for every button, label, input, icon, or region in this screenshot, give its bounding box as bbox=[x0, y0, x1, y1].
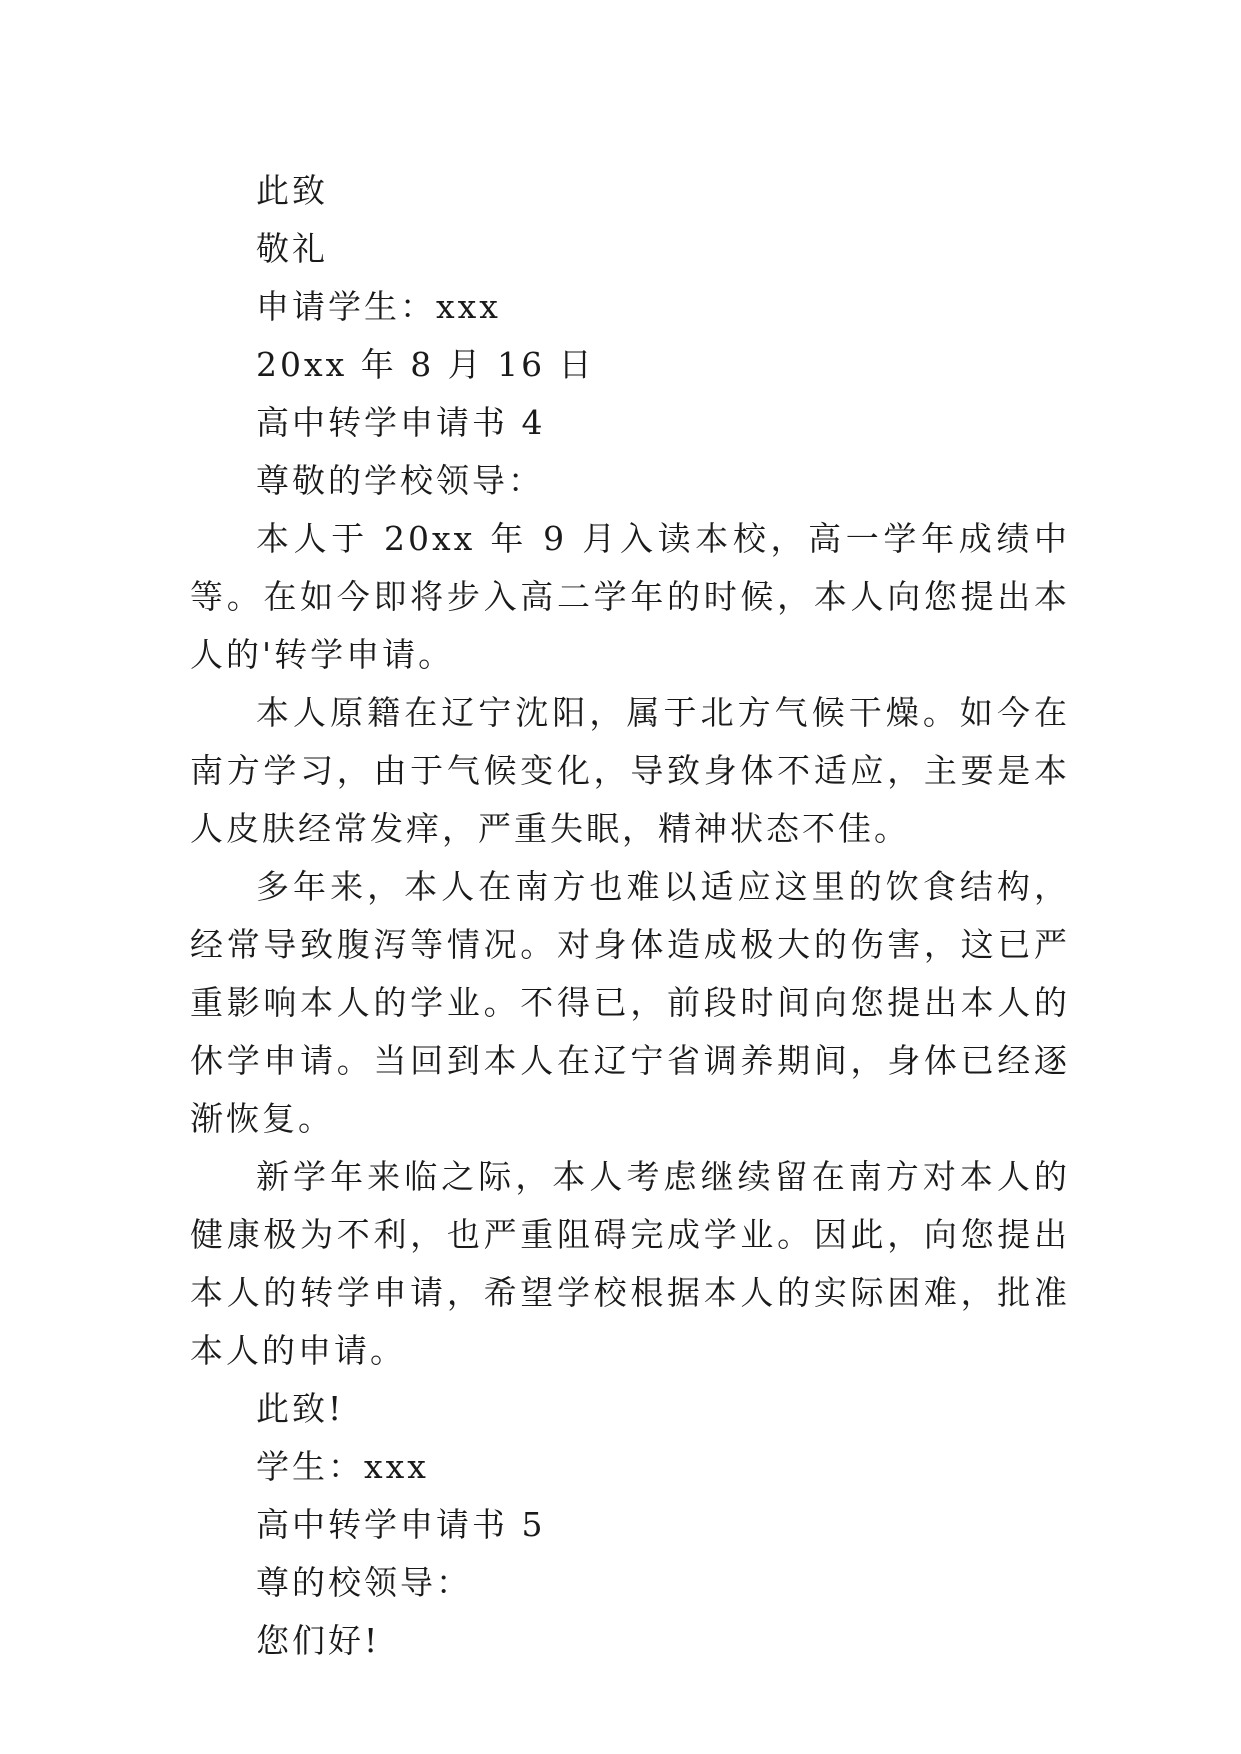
closing-text: 此致 bbox=[256, 171, 328, 210]
greeting-4: 尊敬的学校领导： bbox=[256, 461, 544, 500]
applicant-signature: 申请学生：xxx bbox=[256, 287, 501, 326]
paragraph-4: 新学年来临之际，本人考虑继续留在南方对本人的健康极为不利，也严重阻碍完成学业。因此，向您提出本人的转学申请，希望学校根据本人的实际困难，批准本人的申请。 bbox=[190, 1157, 1070, 1370]
letter-title-5: 高中转学申请书 5 bbox=[256, 1505, 546, 1544]
hello-text: 您们好! bbox=[256, 1621, 381, 1660]
salute-text: 敬礼 bbox=[256, 229, 328, 268]
paragraph-3: 多年来，本人在南方也难以适应这里的饮食结构，经常导致腹泻等情况。对身体造成极大的伤害，这已严重影响本人的学业。不得已，前段时间向您提出本人的休学申请。当回到本人在辽宁省调养期间，身体已经逐渐恢复。 bbox=[190, 867, 1070, 1138]
greeting-5: 尊的校领导： bbox=[256, 1563, 472, 1602]
letter-date: 20xx 年 8 月 16 日 bbox=[256, 345, 595, 384]
letter-title-4: 高中转学申请书 4 bbox=[256, 403, 546, 442]
letter-body bbox=[190, 162, 1070, 1670]
closing-text-2: 此致! bbox=[256, 1389, 345, 1428]
paragraph-2: 本人原籍在辽宁沈阳，属于北方气候干燥。如今在南方学习，由于气候变化，导致身体不适应，主要是本人皮肤经常发痒，严重失眠，精神状态不佳。 bbox=[190, 693, 1070, 848]
paragraph-1: 本人于 20xx 年 9 月入读本校，高一学年成绩中等。在如今即将步入高二学年的时候，本人向您提出本人的'转学申请。 bbox=[190, 519, 1070, 674]
student-signature: 学生：xxx bbox=[256, 1447, 429, 1486]
